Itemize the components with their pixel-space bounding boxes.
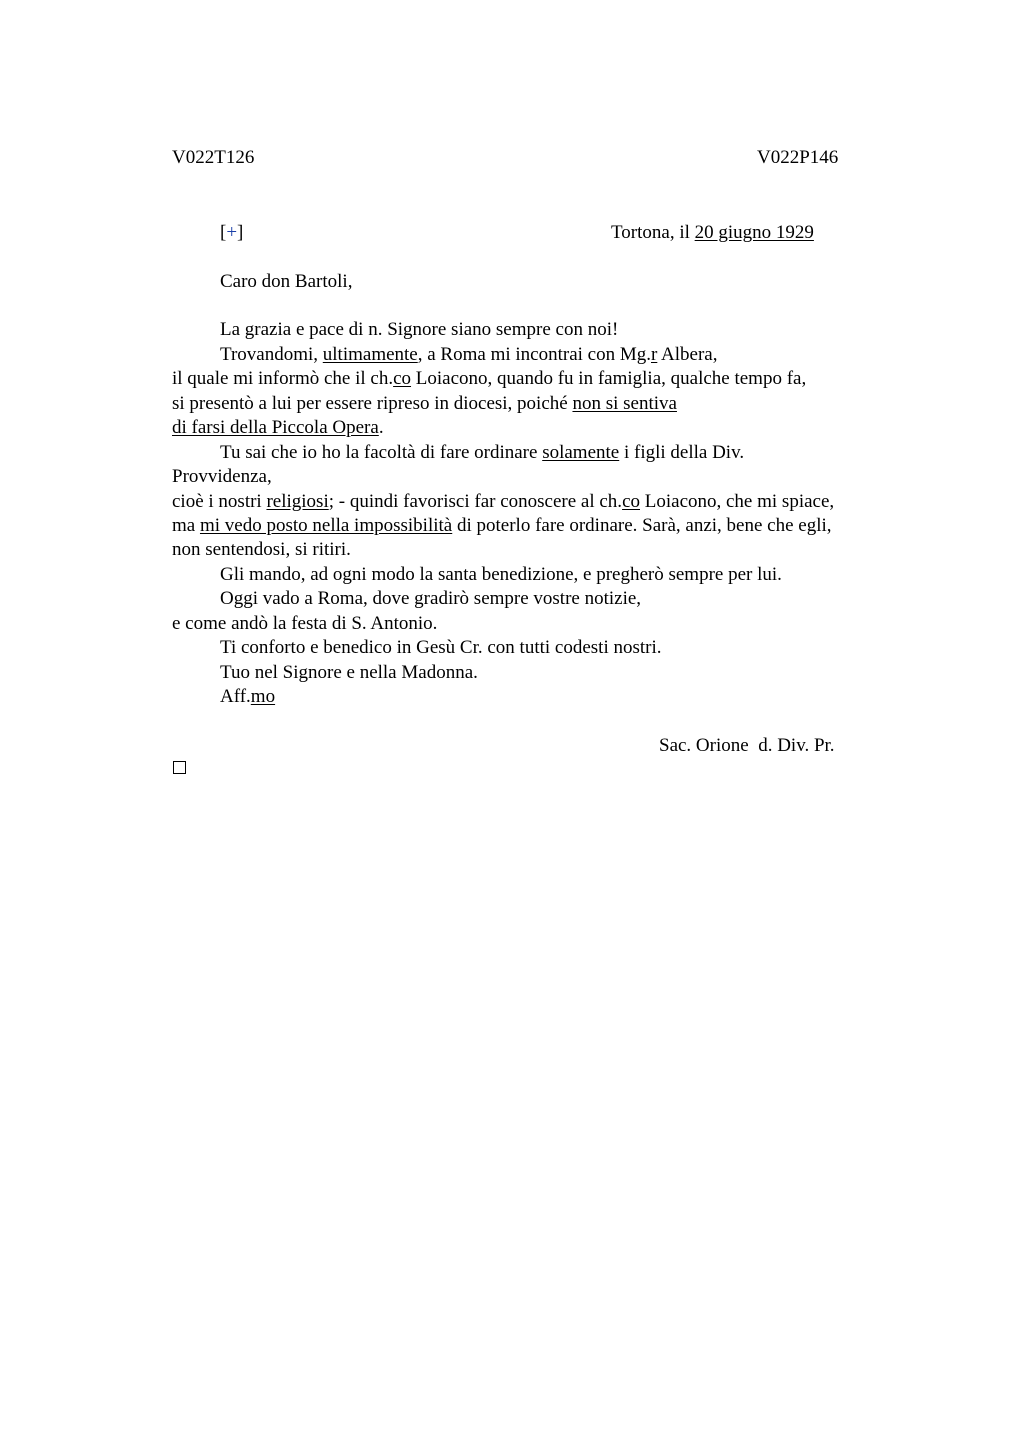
signature: Sac. Orione d. Div. Pr. bbox=[659, 735, 835, 756]
body-line: ma mi vedo posto nella impossibilità di poterlo fare ordinare. Sarà, anzi, bene che egli, bbox=[172, 515, 832, 536]
closing: Aff.mo bbox=[220, 686, 276, 707]
body-line: di farsi della Piccola Opera. bbox=[172, 417, 384, 438]
body-line: La grazia e pace di n. Signore siano sempre con noi! bbox=[220, 319, 619, 340]
body-line: si presentò a lui per essere ripreso in diocesi, poiché non si sentiva bbox=[172, 393, 677, 414]
body-line: Ti conforto e benedico in Gesù Cr. con tutti codesti nostri. bbox=[220, 637, 662, 658]
body-line: Provvidenza, bbox=[172, 466, 272, 487]
letter-date: 20 giugno 1929 bbox=[694, 222, 814, 243]
cross-icon: + bbox=[226, 222, 238, 243]
body-line: il quale mi informò che il ch.co Loiacono, quando fu in famiglia, qualche tempo fa, bbox=[172, 368, 807, 389]
archive-code-right: V022P146 bbox=[757, 147, 839, 168]
body-line: Tu sai che io ho la facoltà di fare ordinare solamente i figli della Div. bbox=[220, 442, 745, 463]
body-line: Trovandomi, ultimamente, a Roma mi incontrai con Mg.r Albera, bbox=[220, 344, 718, 365]
body-line: Tuo nel Signore e nella Madonna. bbox=[220, 662, 478, 683]
end-square-icon bbox=[173, 761, 186, 774]
letter-dateline: Tortona, il 20 giugno 1929 bbox=[611, 222, 814, 243]
body-line: non sentendosi, si ritiri. bbox=[172, 539, 351, 560]
body-line: Gli mando, ad ogni modo la santa benedizione, e pregherò sempre per lui. bbox=[220, 564, 782, 585]
body-line: cioè i nostri religiosi; - quindi favorisci far conoscere al ch.co Loiacono, che mi spiace, bbox=[172, 491, 835, 512]
body-line: e come andò la festa di S. Antonio. bbox=[172, 613, 438, 634]
archive-code-left: V022T126 bbox=[172, 147, 255, 168]
salutation: Caro don Bartoli, bbox=[220, 271, 353, 292]
cross-mark: [+] bbox=[220, 222, 244, 243]
body-line: Oggi vado a Roma, dove gradirò sempre vostre notizie, bbox=[220, 588, 642, 609]
